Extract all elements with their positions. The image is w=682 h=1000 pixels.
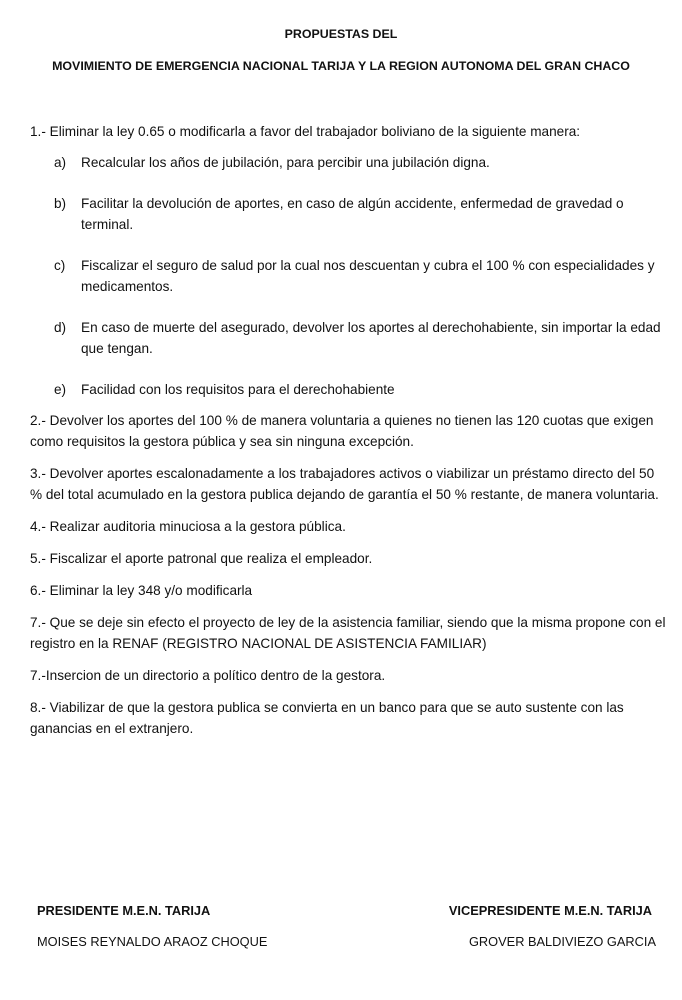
vicepresident-title: VICEPRESIDENTE M.E.N. TARIJA xyxy=(448,903,652,918)
item-label: e) xyxy=(54,382,67,397)
proposal-1-item-b xyxy=(30,193,666,235)
item-text: Fiscalizar el seguro de salud por la cual nos descuentan y cubra el 100 % con especialidades y medicamentos. xyxy=(81,258,655,294)
document-subtitle: MOVIMIENTO DE EMERGENCIA NACIONAL TARIJA Y LA REGION AUTONOMA DEL GRAN CHACO xyxy=(52,59,630,73)
item-text: Facilidad con los requisitos para el derechohabiente xyxy=(81,382,395,397)
item-label: a) xyxy=(54,155,67,170)
proposal-1-item-e xyxy=(30,379,666,400)
proposal-2: 2.- Devolver los aportes del 100 % de manera voluntaria a quienes no tienen las 120 cuotas que exigen como requisitos la gestora pública y sea sin ninguna excepción. xyxy=(30,413,654,449)
proposal-6: 6.- Eliminar la ley 348 y/o modificarla xyxy=(30,583,253,598)
item-text: Facilitar la devolución de aportes, en caso de algún accidente, enfermedad de gravedad o terminal. xyxy=(81,196,624,232)
proposal-1-intro: 1.- Eliminar la ley 0.65 o modificarla a favor del trabajador boliviano de la siguiente manera: xyxy=(30,124,581,139)
proposal-7: 7.- Que se deje sin efecto el proyecto de ley de la asistencia familiar, siendo que la misma propone con el registro en la RENAF (REGISTRO NACIONAL DE ASISTENCIA FAMILIAR) xyxy=(30,615,666,651)
president-name: MOISES REYNALDO ARAOZ CHOQUE xyxy=(37,934,268,949)
proposal-1-item-a xyxy=(30,152,666,173)
president-title: PRESIDENTE M.E.N. TARIJA xyxy=(37,903,211,918)
proposal-3: 3.- Devolver aportes escalonadamente a los trabajadores activos o viabilizar un préstamo directo del 50 % del total acumulado en la gestora publica dejando de garantía el 50 % restante, de manera voluntaria. xyxy=(30,466,659,502)
item-label: d) xyxy=(54,320,67,335)
proposals-list xyxy=(30,121,666,739)
proposal-4: 4.- Realizar auditoria minuciosa a la gestora pública. xyxy=(30,519,346,534)
item-label: c) xyxy=(54,258,66,273)
item-text: En caso de muerte del asegurado, devolver los aportes al derechohabiente, sin importar la edad que tengan. xyxy=(81,320,661,356)
document-title: PROPUESTAS DEL xyxy=(284,27,398,41)
proposal-1-item-d xyxy=(30,317,666,359)
item-text: Recalcular los años de jubilación, para percibir una jubilación digna. xyxy=(81,155,490,170)
proposal-5: 5.- Fiscalizar el aporte patronal que realiza el empleador. xyxy=(30,551,373,566)
proposal-7b: 7.-Insercion de un directorio a político dentro de la gestora. xyxy=(30,668,386,683)
proposal-8: 8.- Viabilizar de que la gestora publica se convierta en un banco para que se auto sustente con las ganancias en el extranjero. xyxy=(30,700,624,736)
vicepresident-name: GROVER BALDIVIEZO GARCIA xyxy=(468,934,656,949)
item-label: b) xyxy=(54,196,67,211)
proposal-1-item-c xyxy=(30,255,666,297)
